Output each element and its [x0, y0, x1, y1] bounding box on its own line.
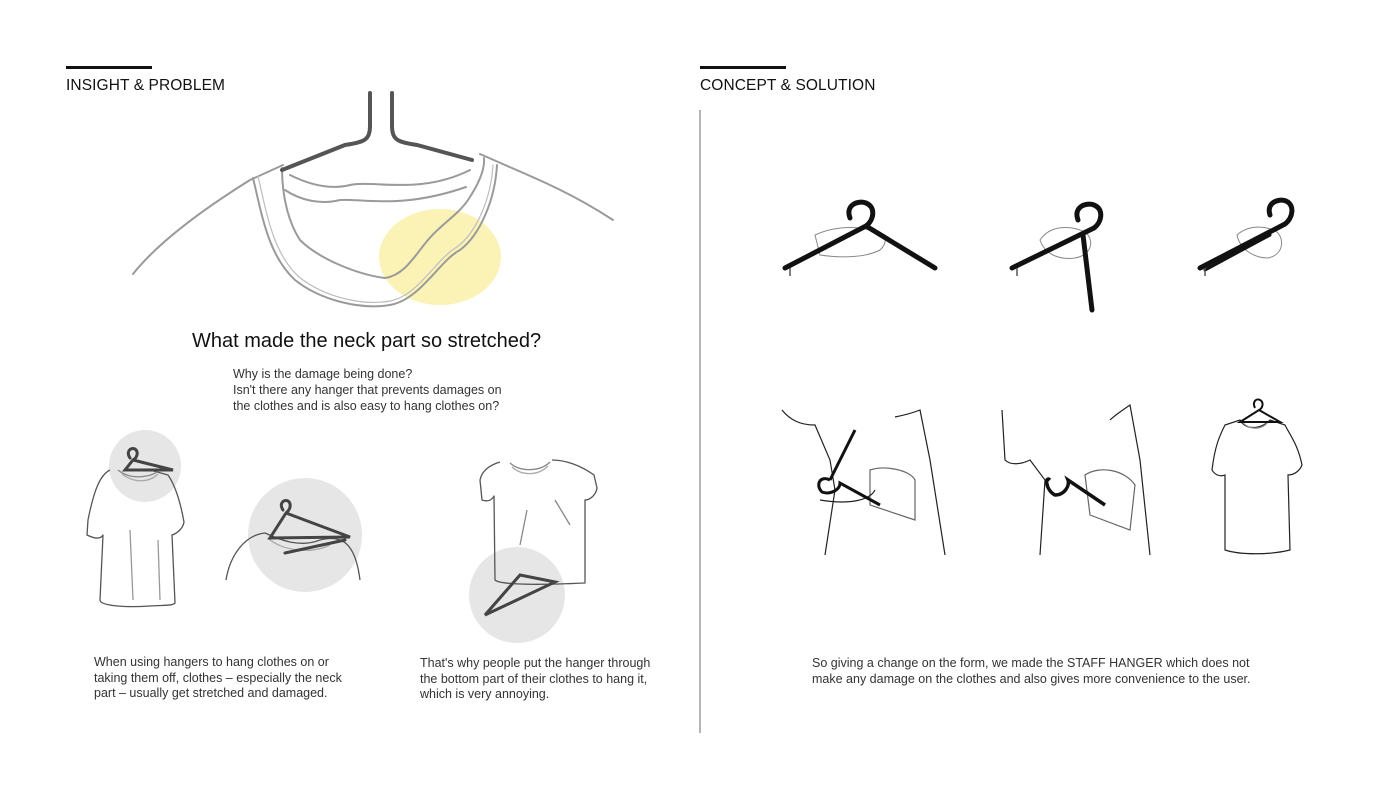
- caption-line: So giving a change on the form, we made the STAFF HANGER which does not: [812, 656, 1250, 670]
- caption-problem-left: [94, 655, 342, 702]
- staff-hanger-half-folded: [1012, 204, 1101, 310]
- problem-subtext-line: Why is the damage being done?: [233, 367, 413, 381]
- section-title-concept: CONCEPT & SOLUTION: [700, 77, 876, 94]
- problem-subtext: [233, 366, 502, 414]
- problem-question: What made the neck part so stretched?: [192, 330, 542, 352]
- inserting-hanger-step-2: [1002, 405, 1150, 555]
- caption-line: taking them off, clothes – especially the neck: [94, 670, 342, 685]
- section-rule-right: [700, 66, 786, 69]
- section-title-insight: INSIGHT & PROBLEM: [66, 77, 226, 94]
- caption-line: the bottom part of their clothes to hang it,: [420, 671, 648, 686]
- staff-hanger-open: [785, 202, 935, 276]
- section-divider: [699, 110, 701, 733]
- caption-problem-right: [420, 656, 650, 703]
- problem-subtext-line: Isn't there any hanger that prevents damages on: [233, 383, 502, 397]
- caption-line: That's why people put the hanger through: [420, 656, 651, 670]
- tshirt-hung-result: [1212, 399, 1302, 553]
- caption-line: When using hangers to hang clothes on or: [94, 655, 329, 669]
- staff-hanger-folded: [1200, 200, 1292, 276]
- section-rule-left: [66, 66, 152, 69]
- caption-solution: [812, 656, 1250, 687]
- caption-line: which is very annoying.: [420, 687, 550, 701]
- inserting-hanger-step-1: [782, 410, 945, 555]
- caption-line: part – usually get stretched and damaged.: [94, 686, 328, 700]
- caption-line: make any damage on the clothes and also gives more convenience to the user.: [812, 671, 1251, 686]
- problem-subtext-line: the clothes and is also easy to hang clothes on?: [233, 399, 500, 413]
